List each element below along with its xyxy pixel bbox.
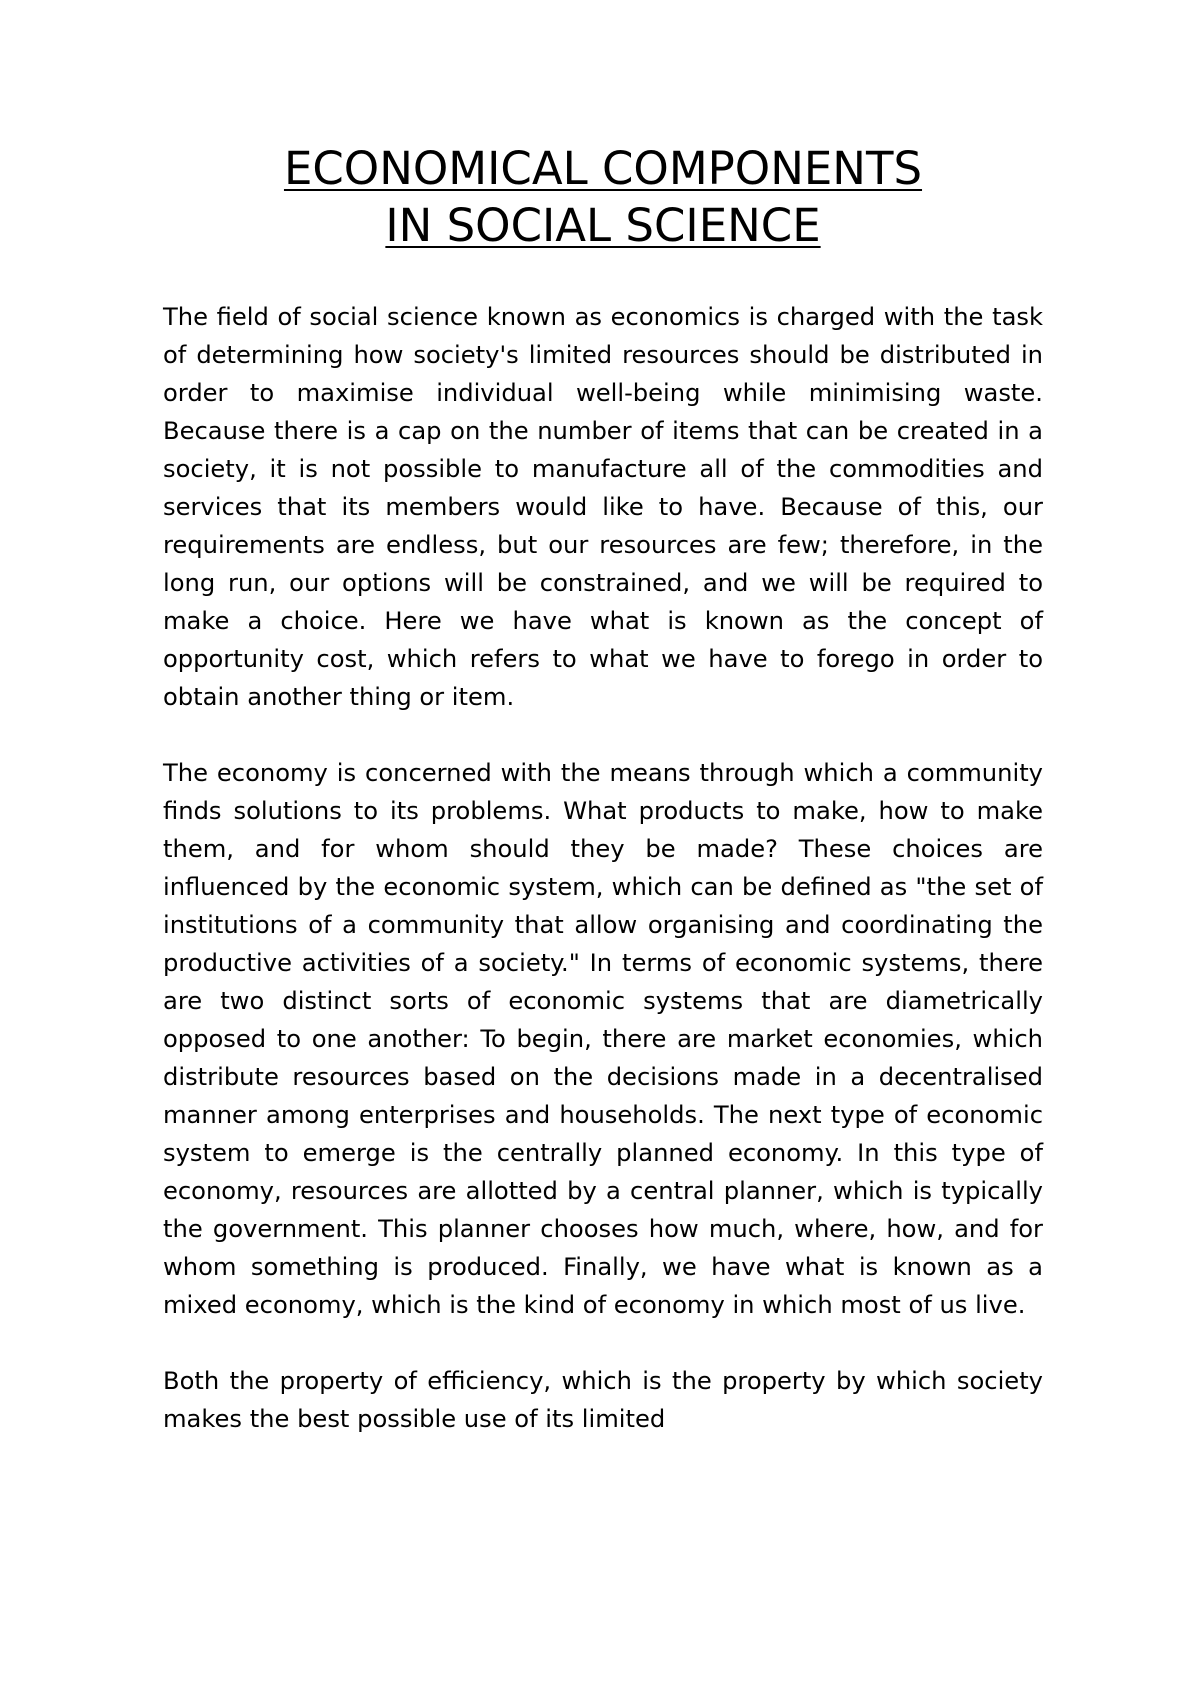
document-title: [163, 140, 1043, 254]
document-body: [163, 298, 1043, 1476]
paragraph-3: Both the property of efficiency, which is the property by which society makes the best possible use of its limited: [163, 1367, 1043, 1433]
paragraph-1: The field of social science known as economics is charged with the task of determining how society's limited resources should be distributed in order to maximise individual well-being while minimising waste. Because there is a cap on the number of items that can be created in a society, it is not possible to manufacture all of the commodities and services that its members would like to have. Because of this, our requirements are endless, but our resources are few; therefore, in the long run, our options will be constrained, and we will be required to make a choice. Here we have what is known as the concept of opportunity cost, which refers to what we have to forego in order to obtain another thing or item.: [163, 303, 1043, 711]
paragraph-2: The economy is concerned with the means through which a community finds solutions to its problems. What products to make, how to make them, and for whom should they be made? These choices are influenced by the economic system, which can be defined as "the set of institutions of a community that allow organising and coordinating the productive activities of a society." In terms of economic systems, there are two distinct sorts of economic systems that are diametrically opposed to one another: To begin, there are market economies, which distribute resources based on the decisions made in a decentralised manner among enterprises and households. The next type of economic system to emerge is the centrally planned economy. In this type of economy, resources are allotted by a central planner, which is typically the government. This planner chooses how much, where, how, and for whom something is produced. Finally, we have what is known as a mixed economy, which is the kind of economy in which most of us live.: [163, 759, 1043, 1319]
title-line-2: IN SOCIAL SCIENCE: [385, 199, 821, 252]
title-line-1: ECONOMICAL COMPONENTS: [283, 142, 923, 195]
